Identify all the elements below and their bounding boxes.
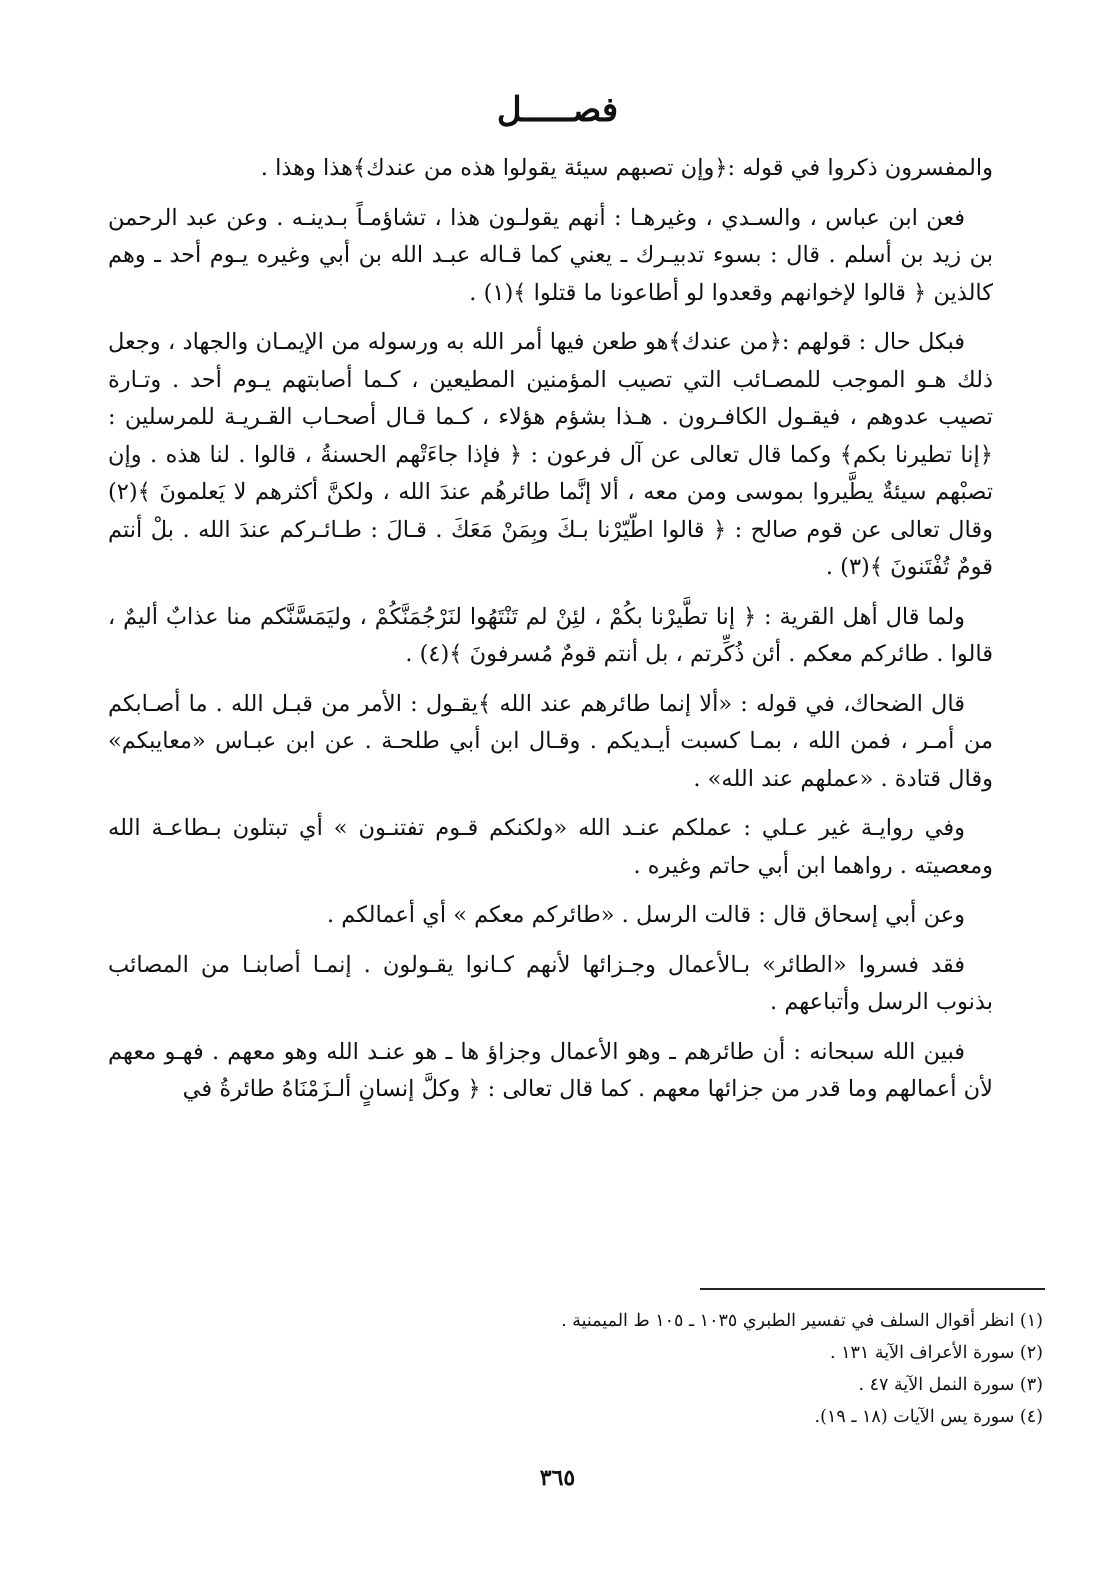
paragraph: وعن أبي إسحاق قال : قالت الرسل . «طائركم معكم » أي أعمالكم . [326, 902, 965, 928]
footnote: (١) انظر أقوال السلف في تفسير الطبري ١٠٣٥ ـ ١٠٥ ط الميمنية . [561, 1311, 1043, 1331]
footnote-divider [700, 1288, 1045, 1290]
footnote: (٢) سورة الأعراف الآية ١٣١ . [829, 1343, 1043, 1363]
paragraph: وفي روايـة غير عـلي : عملكم عنـد الله «ولكنكم قـوم تفتنـون » أي تبتلون بـطاعـة الله ومعصيته . رواهما ابن أبي حاتم وغيره . [108, 815, 993, 879]
main-text [108, 150, 993, 1121]
footnotes [108, 1305, 1043, 1433]
footnote: (٤) سورة يس الآيات (١٨ ـ ١٩). [814, 1407, 1043, 1427]
page-number: ٣٦٥ [539, 1465, 576, 1491]
paragraph: والمفسرون ذكروا في قوله :﴿وإن تصبهم سيئة يقولوا هذه من عندك﴾هذا وهذا . [260, 155, 993, 181]
paragraph: فبين الله سبحانه : أن طائرهم ـ وهو الأعمال وجزاؤ ها ـ هو عنـد الله وهو معهم . فهـو معهم لأن أعمالهم وما قدر من جزائها معهم . كما قال تعالى : ﴿ وكلَّ إنسانٍ ألـزَمْنَاهُ طائرةُ في [108, 1038, 993, 1102]
section-heading: فصـــــل [496, 90, 619, 130]
paragraph: قال الضحاك، في قوله : «ألا إنما طائرهم عند الله ﴾يقـول : الأمر من قبـل الله . ما أصـابكم من أمـر ، فمن الله ، بمـا كسبت أيـديكم . وقـال ابن أبي طلحـة . عن ابن عبـاس «معايبكم» وقال قتادة . «عملهم عند الله» . [108, 690, 993, 792]
paragraph: ولما قال أهل القرية : ﴿ إنا تطَّيرْنا بكُمْ ، لئِنْ لم تَنْتَهُوا لنَرْجُمَنَّكُمْ ، وليَمَسَّنَّكم منا عذابٌ أليمٌ ، قالوا . طائركم معكم . أئن ذُكِّرتم ، بل أنتم قومٌ مُسرفونَ ﴾(٤) . [108, 603, 993, 667]
paragraph: فقد فسروا «الطائر» بـالأعمال وجـزائها لأنهم كـانوا يقـولون . إنمـا أصابنـا من المصائب بذنوب الرسل وأتباعهم . [108, 951, 993, 1015]
footnote: (٣) سورة النمل الآية ٤٧ . [858, 1375, 1043, 1395]
paragraph: فعن ابن عباس ، والسـدي ، وغيرهـا : أنهم يقولـون هذا ، تشاؤمـاً بـدينـه . وعن عبد الرحمن بن زيد بن أسلم . قال : بسوء تدبيـرك ـ يعني كما قـاله عبـد الله بن أبي وغيره يـوم أحد ـ وهم كالذين ﴿ قالوا لإخوانهم وقعدوا لو أطاعونا ما قتلوا ﴾(١) . [108, 204, 993, 306]
paragraph: فبكل حال : قولهم :﴿من عندك﴾هو طعن فيها أمر الله به ورسوله من الإيمـان والجهاد ، وجعل ذلك هـو الموجب للمصـائب التي تصيب المؤمنين المطيعين ، كـما أصابتهم يـوم أحد . وتـارة تصيب عدوهم ، فيقـول الكافـرون . هـذا بشؤم هؤلاء ، كـما قـال أصحـاب القـريـة للمرسلين :﴿إنا تطيرنا بكم﴾ وكما قال تعالى عن آل فرعون : ﴿ فإذا جاءَتْهم الحسنةُ ، قالوا . لنا هذه . وإن تصبْهم سيئةٌ يطَّيروا بموسى ومن معه ، ألا إنَّما طائرهُم عندَ الله ، ولكنَّ أكثرهم لا يَعلمونَ ﴾(٢) وقال تعالى عن قوم صالح : ﴿ قالوا اطّيّرْنا بـكَ وبِمَنْ مَعَكَ . قـالَ : طـائـركم عندَ الله . بلْ أنتم قومٌ تُفْتَنونَ ﴾(٣) . [108, 329, 993, 580]
